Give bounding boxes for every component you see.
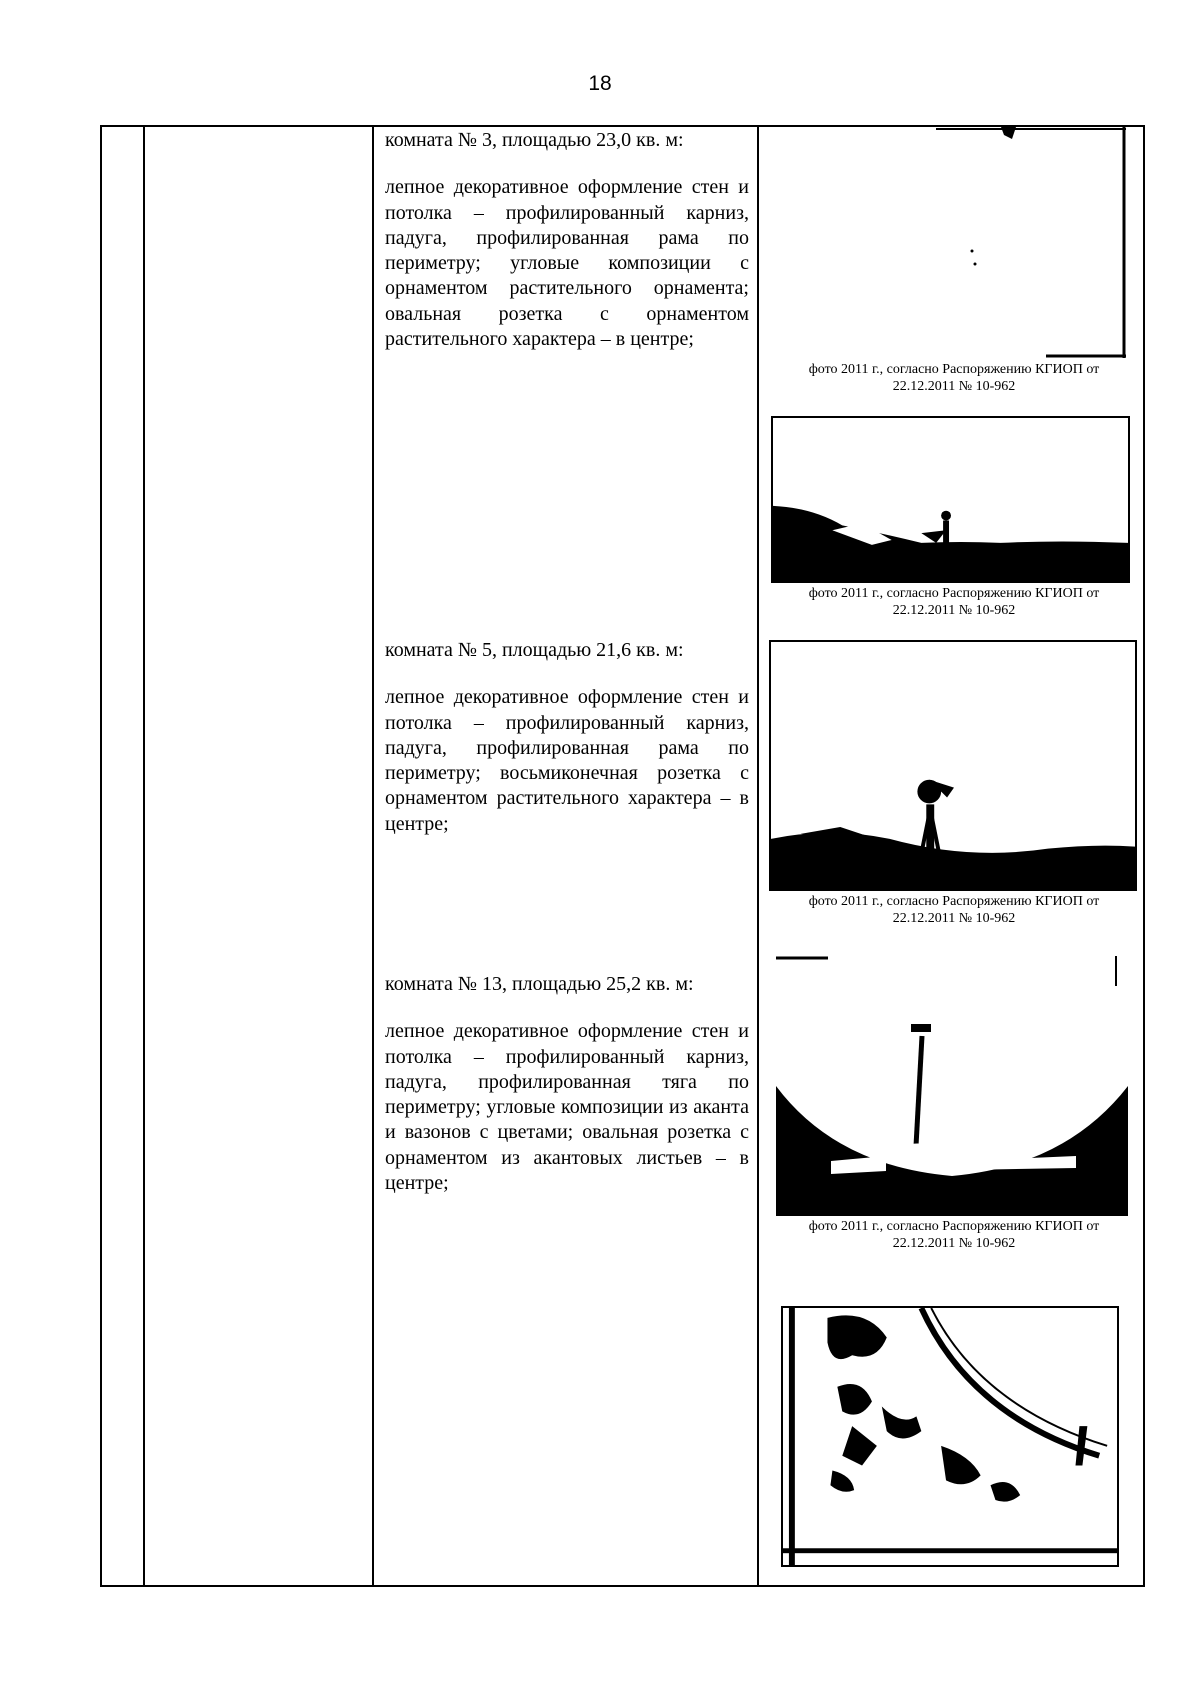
ceiling-photo <box>776 127 1126 358</box>
photo-caption: фото 2011 г., согласно Распоряжению КГИОП от 22.12.2011 № 10-962 <box>808 586 1100 618</box>
room-entry <box>385 972 749 1196</box>
room-entry <box>385 638 749 837</box>
ceiling-photo <box>769 640 1137 891</box>
page-number: 18 <box>588 72 612 95</box>
room-heading: комната № 3, площадью 23,0 кв. м: <box>385 129 684 151</box>
photo-caption: фото 2011 г., согласно Распоряжению КГИОП от 22.12.2011 № 10-962 <box>808 894 1100 926</box>
ornament-photo <box>781 1306 1119 1567</box>
column-divider-2 <box>372 125 374 1587</box>
photo-caption: фото 2011 г., согласно Распоряжению КГИОП от 22.12.2011 № 10-962 <box>808 1219 1100 1251</box>
column-divider-3 <box>757 125 759 1587</box>
room-heading: комната № 13, площадью 25,2 кв. м: <box>385 973 694 995</box>
room-description: лепное декоративное оформление стен и потолка – профилированный карниз, падуга, профилированная рама по периметру; угловые композиции с орнаментом растительного орнамента; овальная розетка с орнаментом растительного характера – в центре; <box>385 176 749 351</box>
photo-caption: фото 2011 г., согласно Распоряжению КГИОП от 22.12.2011 № 10-962 <box>808 362 1100 394</box>
room-heading: комната № 5, площадью 21,6 кв. м: <box>385 639 684 661</box>
ceiling-photo <box>771 416 1130 583</box>
room-entry <box>385 128 749 352</box>
room-description: лепное декоративное оформление стен и потолка – профилированный карниз, падуга, профилированная тяга по периметру; угловые композиции из аканта и вазонов с цветами; овальная розетка с орнаментом из акантовых листьев – в центре; <box>385 1020 749 1195</box>
ceiling-photo <box>776 956 1128 1216</box>
column-divider-1 <box>143 125 145 1587</box>
room-description: лепное декоративное оформление стен и потолка – профилированный карниз, падуга, профилированная рама по периметру; восьмиконечная розетка с орнаментом растительного характера – в центре; <box>385 686 749 835</box>
